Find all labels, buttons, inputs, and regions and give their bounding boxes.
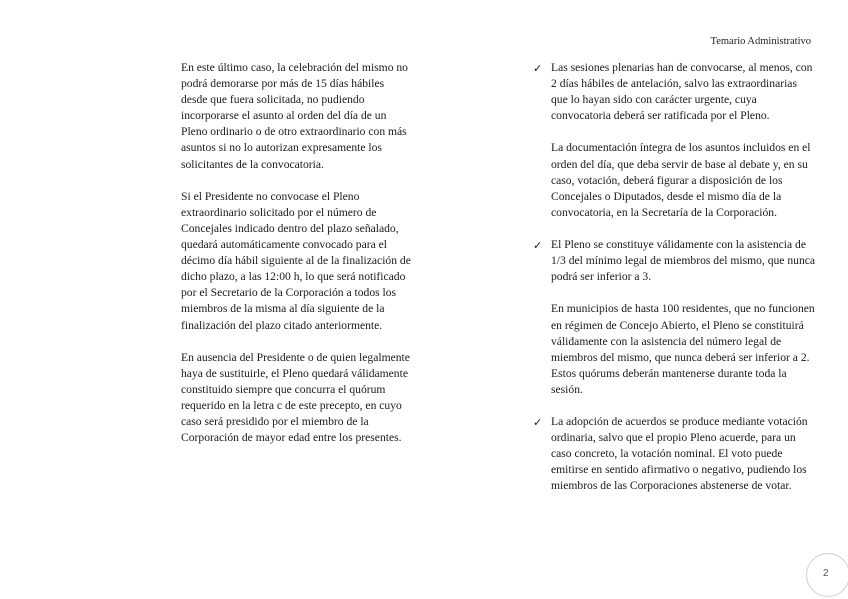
page-number: 2 xyxy=(823,568,829,579)
bullet-item-voting xyxy=(533,414,816,494)
paragraph-president-absence: En ausencia del Presidente o de quien legalmente haya de sustituirle, el Pleno quedará válidamente constituido siempre que concurra el quórum requerido en la letra c de este precepto, en cuyo caso será presidido por el miembro de la Corporación de mayor edad entre los presentes. xyxy=(181,350,410,445)
left-column xyxy=(181,60,413,462)
bullet-text: La adopción de acuerdos se produce mediante votación ordinaria, salvo que el propio Pleno acuerde, para un caso concreto, la votación nominal. El voto puede emitirse en sentido afirmativo o negativo, pudiendo los miembros de las Corporaciones abstenerse de votar. xyxy=(551,415,808,493)
bullet-item-convocation xyxy=(533,60,816,124)
bullet-text: Las sesiones plenarias han de convocarse, al menos, con 2 días hábiles de antelación, salvo las extraordinarias que lo hayan sido con carácter urgente, cuya convocatoria deberá ser ratificada por el Pleno. xyxy=(551,61,813,123)
paragraph-convocation-delay: En este último caso, la celebración del mismo no podrá demorarse por más de 15 días hábiles desde que fuera solicitada, no pudiendo incorporarse el asunto al orden del día de un Pleno ordinario o de otro extraordinario con más asuntos si no lo autorizan expresamente los solicitantes de la convocatoria. xyxy=(181,61,408,171)
bullet-text: El Pleno se constituye válidamente con la asistencia de 1/3 del mínimo legal de miembros del mismo, que nunca podrá ser inferior a 3. xyxy=(551,238,816,284)
checkmark-icon: ✓ xyxy=(533,416,543,430)
paragraph-documentation: La documentación íntegra de los asuntos incluidos en el orden del día, que deba servir de base al debate y, en su caso, votación, deberá figurar a disposición de los Concejales o Diputados, desde el mismo día de la convocatoria, en la Secretaría de la Corporación. xyxy=(551,141,811,219)
right-column xyxy=(533,60,816,511)
checkmark-icon: ✓ xyxy=(533,239,543,253)
bullet-item-quorum xyxy=(533,237,816,285)
paragraph-automatic-convocation: Si el Presidente no convocase el Pleno extraordinario solicitado por el número de Concejales indicado dentro del plazo señalado, quedará automáticamente convocado para el décimo día hábil siguiente al de la finalización de dicho plazo, a las 12:00 h, lo que será notificado por el Secretario de la Corporación a todos los miembros de la misma al día siguiente de la finalización del plazo citado anteriormente. xyxy=(181,189,411,332)
paragraph-small-municipalities: En municipios de hasta 100 residentes, que no funcionen en régimen de Concejo Abierto, el Pleno se constituirá válidamente con la asistencia del número legal de miembros del mismo, que nunca deberá ser inferior a 2. Estos quórums deberán mantenerse durante toda la sesión. xyxy=(551,302,815,396)
running-header: Temario Administrativo xyxy=(710,36,811,47)
page-number-badge xyxy=(806,553,848,597)
checkmark-icon: ✓ xyxy=(533,62,543,75)
